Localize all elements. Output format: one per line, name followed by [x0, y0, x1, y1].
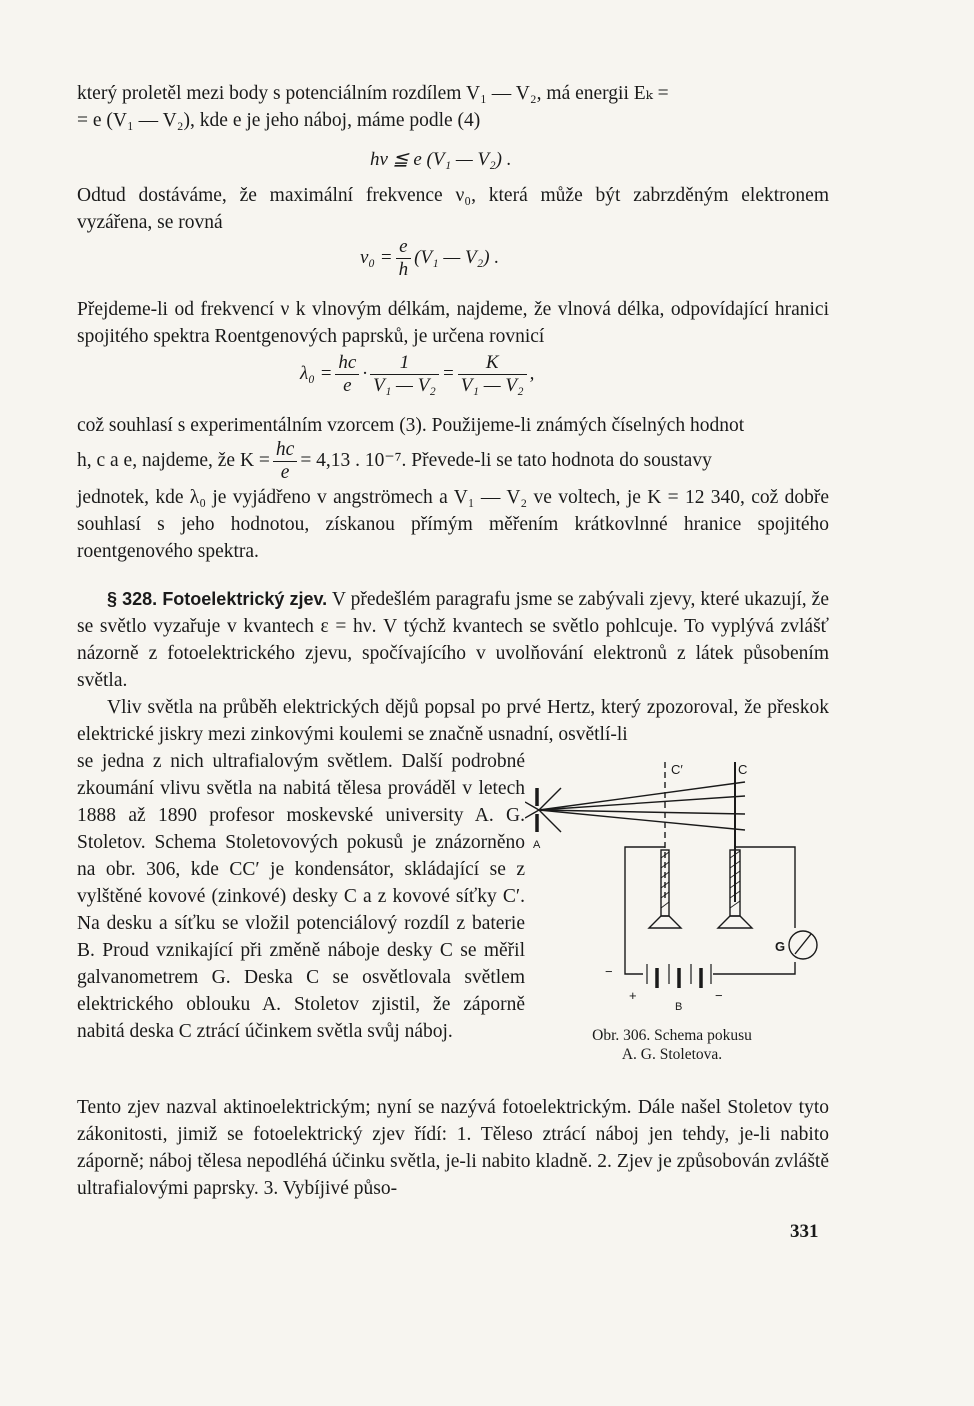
fraction: $\frac{e}{h}$: [396, 236, 412, 281]
equation-2: ν₀ = $\frac{e}{h}$ (V₁ — V₂) .: [360, 236, 500, 280]
label-b: B: [675, 1001, 683, 1013]
paragraph-max-frequency: Odtud dostáváme, že maximální frekvence ν₀, která může být zabrzděným elektronem vyzářena, se rovná: [77, 185, 829, 233]
page-number: 331: [790, 1221, 819, 1242]
label-plus: +: [629, 988, 637, 1003]
fraction: $\frac{1}{\text{V₁ — V₂}}$: [370, 352, 439, 397]
circuit-wire-right-bottom: [713, 962, 795, 974]
text-line: který proletěl mezi body s potenciálním rozdílem V₁ — V₂, má energii Eₖ =: [77, 83, 669, 104]
fraction: $\frac{K}{\text{V₁ — V₂}}$: [458, 352, 527, 397]
label-g: G: [775, 939, 786, 954]
paragraph-hertz: Vliv světla na průběh elektrických dějů popsal po prvé Hertz, který zpozoroval, že přeskok elektrické jiskry mezi zinkovými koulemi se značně usnadní, osvětlí-li se jedna z nich ultrafialovým světlem. Další podrobné zkoumání vlivu světla na nabitá tělesa prováděl v letech 1888 až 1890 profesor moskevské university A. G. Stoletov. Schema Stoletovových pokusů je znázorněno na obr. 306, kde CC′ je kondensátor, skládající se z vylštěné kovové (zinkové) desky C a z kovové síťky C′. Na desku a síťku se vložil potenciálový rozdíl z baterie B. Proud vznikající při změně náboje desky C se měřil galvanometrem G. Deska C se osvětlovala světlem elektrického oblouku A. Stoletov zjistil, že záporně nabitá deska C ztrácí účinkem světla svůj náboj.: [77, 694, 829, 1045]
section-title: § 328. Fotoelektrický zjev.: [107, 589, 328, 609]
base-right: [718, 916, 752, 928]
label-minus-left: −: [605, 964, 613, 979]
paragraph-energy: [77, 80, 829, 134]
battery: [647, 964, 711, 988]
label-c: C: [738, 762, 748, 777]
label-c-prime: C′: [671, 762, 683, 777]
light-rays: [525, 782, 745, 832]
equation-3: λ₀ = $\frac{hc}{e}$ · $\frac{1}{\text{V₁ — V₂}}$ = $\frac{K}{\text{V₁ — V₂}}$ ,: [300, 352, 535, 396]
circuit-wire-left: [625, 847, 665, 974]
fraction: $\frac{hc}{e}$: [273, 439, 297, 484]
stoletov-schematic-figure: [525, 752, 825, 1052]
fraction: $\frac{hc}{e}$: [335, 352, 359, 397]
label-a: A: [533, 839, 541, 851]
text-line: = e (V₁ — V₂), kde e je jeho náboj, máme podle (4): [77, 110, 481, 131]
base-left: [649, 916, 681, 928]
figure-caption: Obr. 306. Schema pokusu A. G. Stoletova.: [592, 1027, 752, 1063]
circuit-wire-right-top: [735, 847, 795, 928]
paragraph-wavelength: Přejdeme-li od frekvencí ν k vlnovým délkám, najdeme, že vlnová délka, odpovídající hranici spojitého spektra Roentgenových paprsků, je určena rovnicí: [77, 299, 829, 347]
paragraph-aktinoelectric: Tento zjev nazval aktinoelektrickým; nyní se nazývá fotoelektrickým. Dále našel Stoletov tyto zákonitosti, jimiž se fotoelektrický zjev řídí: 1. Těleso ztrácí náboj jen tehdy, je-li nabito záporně; náboj tělesa nepodléhá účinku světla, je-li nabito kladně. 2. Zjev je způsobován zvláště ultrafialovými paprsky. 3. Vybíjivé půso-: [77, 1097, 829, 1199]
label-minus-right: −: [715, 988, 723, 1003]
wrapped-text: se jedna z nich ultrafialovým světlem. Další podrobné zkoumání vlivu světla na nabitá tělesa prováděl v letech 1888 až 1890 profesor moskevské university A. G. Stoletov. Schema Stoletovových pokusů je znázorněno na obr. 306, kde CC′ je kondensátor, skládající se z vylštěné kovové (zinkové) desky C a z kovové síťky C′. Na desku a síťku se vložil potenciálový rozdíl z baterie B. Proud vznikající při změně náboje desky C se měřil galvanometrem G. Deska C se osvětlovala světlem elektrického oblouku A. Stoletov zjistil, že záporně nabitá deska C ztrácí účinkem světla svůj náboj.: [77, 751, 525, 1042]
paragraph-numeric-values: což souhlasí s experimentálním vzorcem (3). Použijeme-li známých číselných hodnot h, c a e, najdeme, že K = $\frac{hc}{e}$ = 4,13 . 10⁻⁷. Převede-li se tato hodnota do soustavy jednotek, kde λ₀ je vyjádřeno v angströmech a V₁ — V₂ ve voltech, je K = 12 340, což dobře souhlasí s jeho hodnotou, získanou přímým měřením krátkovlnné hranice spojitého roentgenového spektra.: [77, 415, 829, 562]
section-328: § 328. Fotoelektrický zjev. V předešlém paragrafu jsme se zabývali zjevy, které ukazují, že se světlo vyzařuje v kvantech ε = hν. V týchž kvantech se světlo pohlcuje. To vyplývá zvlášť názorně z fotoelektrického zjevu, spočívajícího v uvolňování elektronů z látek působením světla.: [77, 589, 829, 691]
equation-1: hν ≦ e (V₁ — V₂) .: [370, 149, 512, 170]
galvanometer-needle: [795, 934, 811, 954]
